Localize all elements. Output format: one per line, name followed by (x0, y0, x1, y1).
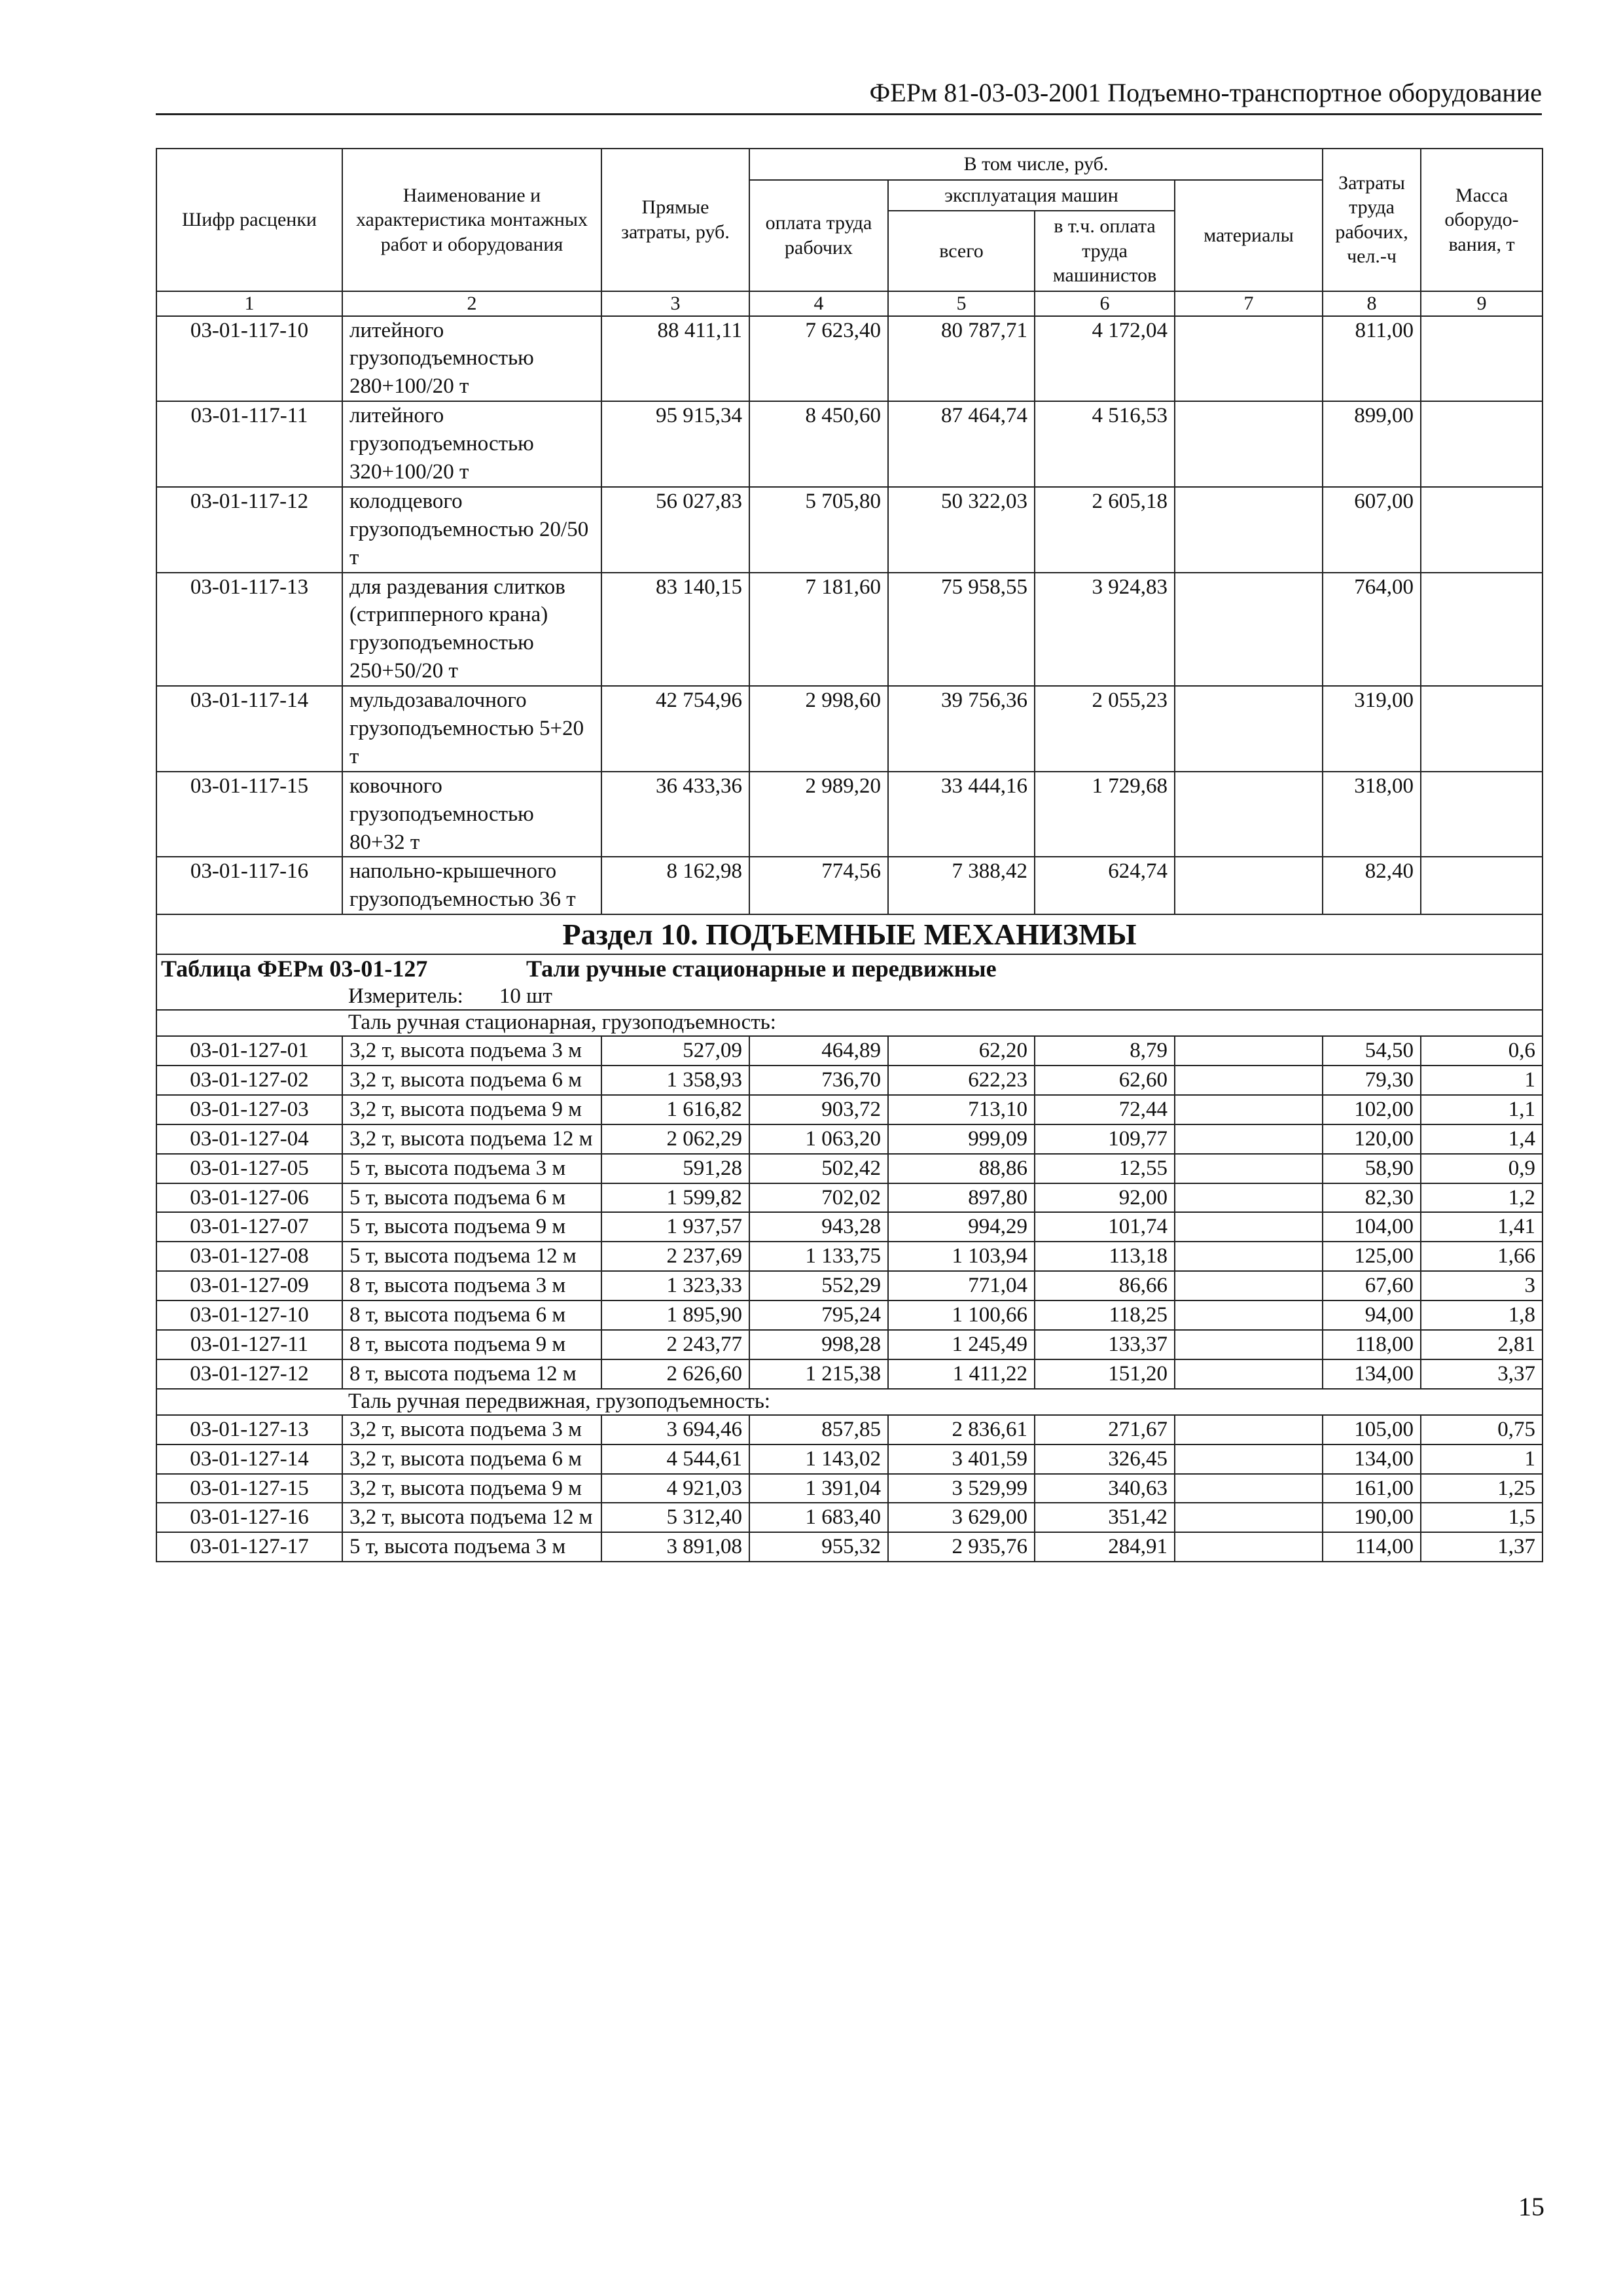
col-labor-header: оплата труда рабочих (749, 180, 888, 291)
table-head (156, 149, 1543, 316)
rows-section-a (156, 316, 1543, 915)
cell-mass: 3 (1421, 1271, 1543, 1300)
cell-materials (1175, 487, 1323, 573)
table-row (156, 1359, 1543, 1389)
cell-hours: 94,00 (1323, 1300, 1421, 1330)
cell-hours: 105,00 (1323, 1415, 1421, 1444)
col-incl-header: В том числе, руб. (749, 149, 1323, 180)
cell-mach-labor: 151,20 (1035, 1359, 1175, 1389)
col-code-header: Шифр расценки (156, 149, 342, 291)
cell-mass (1421, 857, 1543, 914)
cell-mach: 33 444,16 (888, 772, 1035, 857)
cell-mach: 713,10 (888, 1095, 1035, 1124)
cell-mach: 1 411,22 (888, 1359, 1035, 1389)
cell-hours: 82,30 (1323, 1183, 1421, 1213)
table-name: Тали ручные стационарные и передвижные (526, 956, 997, 982)
cell-mass (1421, 573, 1543, 687)
rates-table (156, 148, 1543, 1562)
cell-mach-labor: 4 172,04 (1035, 316, 1175, 402)
cell-direct: 3 891,08 (601, 1532, 749, 1562)
cell-direct: 95 915,34 (601, 401, 749, 487)
column-numbers-row (156, 291, 1543, 316)
cell-mach: 80 787,71 (888, 316, 1035, 402)
cell-name: литейного грузоподъемностью 320+100/20 т (342, 401, 601, 487)
cell-labor: 2 998,60 (749, 686, 888, 772)
cell-direct: 2 237,69 (601, 1242, 749, 1271)
cell-materials (1175, 1415, 1323, 1444)
measure (156, 984, 1543, 1011)
cell-materials (1175, 1330, 1323, 1359)
cell-mach: 1 103,94 (888, 1242, 1035, 1271)
cell-mass (1421, 401, 1543, 487)
cell-name: 8 т, высота подъема 12 м (342, 1359, 601, 1389)
col-mass-header: Масса оборудо-вания, т (1421, 149, 1543, 291)
cell-name: колодцевого грузоподъемностью 20/50 т (342, 487, 601, 573)
column-number: 5 (888, 291, 1035, 316)
cell-hours: 125,00 (1323, 1242, 1421, 1271)
cell-name: 3,2 т, высота подъема 6 м (342, 1444, 601, 1474)
cell-hours: 764,00 (1323, 573, 1421, 687)
cell-mach: 3 529,99 (888, 1474, 1035, 1503)
column-number: 9 (1421, 291, 1543, 316)
cell-code: 03-01-127-05 (156, 1154, 342, 1183)
cell-name: 3,2 т, высота подъема 12 м (342, 1503, 601, 1532)
cell-mach-labor: 133,37 (1035, 1330, 1175, 1359)
cell-materials (1175, 1532, 1323, 1562)
cell-labor: 5 705,80 (749, 487, 888, 573)
cell-name: 5 т, высота подъема 12 м (342, 1242, 601, 1271)
cell-hours: 134,00 (1323, 1444, 1421, 1474)
cell-labor: 903,72 (749, 1095, 888, 1124)
cell-labor: 1 133,75 (749, 1242, 888, 1271)
cell-code: 03-01-127-07 (156, 1212, 342, 1242)
cell-mach: 3 629,00 (888, 1503, 1035, 1532)
table-row (156, 1095, 1543, 1124)
rows-section-c (156, 1415, 1543, 1562)
cell-mach-labor: 271,67 (1035, 1415, 1175, 1444)
col-name-header: Наименование и характеристика монтажных работ и оборудования (342, 149, 601, 291)
table-row (156, 1444, 1543, 1474)
cell-mach: 50 322,03 (888, 487, 1035, 573)
cell-mass: 1,1 (1421, 1095, 1543, 1124)
cell-hours: 79,30 (1323, 1066, 1421, 1095)
cell-name: 8 т, высота подъема 9 м (342, 1330, 601, 1359)
cell-labor: 955,32 (749, 1532, 888, 1562)
cell-hours: 120,00 (1323, 1124, 1421, 1154)
cell-code: 03-01-127-06 (156, 1183, 342, 1213)
table-row (156, 316, 1543, 402)
cell-labor: 1 143,02 (749, 1444, 888, 1474)
cell-direct: 2 243,77 (601, 1330, 749, 1359)
cell-labor: 2 989,20 (749, 772, 888, 857)
cell-mach: 2 836,61 (888, 1415, 1035, 1444)
table-title (156, 954, 1543, 983)
cell-direct: 56 027,83 (601, 487, 749, 573)
cell-materials (1175, 1036, 1323, 1066)
table-row (156, 1124, 1543, 1154)
cell-mach: 62,20 (888, 1036, 1035, 1066)
cell-code: 03-01-117-10 (156, 316, 342, 402)
cell-materials (1175, 772, 1323, 857)
cell-code: 03-01-127-17 (156, 1532, 342, 1562)
cell-labor: 795,24 (749, 1300, 888, 1330)
cell-hours: 58,90 (1323, 1154, 1421, 1183)
cell-direct: 88 411,11 (601, 316, 749, 402)
cell-hours: 67,60 (1323, 1271, 1421, 1300)
table-row (156, 686, 1543, 772)
cell-materials (1175, 1300, 1323, 1330)
cell-labor: 1 063,20 (749, 1124, 888, 1154)
cell-mach: 1 100,66 (888, 1300, 1035, 1330)
cell-mach-labor: 12,55 (1035, 1154, 1175, 1183)
table-row (156, 1066, 1543, 1095)
cell-hours: 318,00 (1323, 772, 1421, 857)
measure-label: Измеритель: (348, 984, 463, 1008)
cell-mass: 1 (1421, 1066, 1543, 1095)
cell-name: 3,2 т, высота подъема 9 м (342, 1474, 601, 1503)
cell-direct: 4 544,61 (601, 1444, 749, 1474)
col-exp-header: эксплуатация машин (888, 180, 1175, 211)
cell-mach: 88,86 (888, 1154, 1035, 1183)
cell-materials (1175, 1183, 1323, 1213)
cell-direct: 527,09 (601, 1036, 749, 1066)
table-row (156, 857, 1543, 914)
cell-name: 3,2 т, высота подъема 6 м (342, 1066, 601, 1095)
cell-labor: 943,28 (749, 1212, 888, 1242)
cell-name: литейного грузоподъемностью 280+100/20 т (342, 316, 601, 402)
table-row (156, 1330, 1543, 1359)
cell-direct: 36 433,36 (601, 772, 749, 857)
cell-hours: 82,40 (1323, 857, 1421, 914)
table-row (156, 1300, 1543, 1330)
cell-materials (1175, 686, 1323, 772)
cell-mach-labor: 8,79 (1035, 1036, 1175, 1066)
cell-labor: 7 181,60 (749, 573, 888, 687)
cell-mass (1421, 772, 1543, 857)
table-row (156, 573, 1543, 687)
cell-hours: 899,00 (1323, 401, 1421, 487)
cell-materials (1175, 1124, 1323, 1154)
cell-mass: 1,37 (1421, 1532, 1543, 1562)
cell-code: 03-01-127-03 (156, 1095, 342, 1124)
cell-mass: 2,81 (1421, 1330, 1543, 1359)
cell-direct: 1 895,90 (601, 1300, 749, 1330)
cell-mass: 0,75 (1421, 1415, 1543, 1444)
cell-mach-labor: 624,74 (1035, 857, 1175, 914)
cell-code: 03-01-117-14 (156, 686, 342, 772)
cell-code: 03-01-127-16 (156, 1503, 342, 1532)
cell-labor: 1 683,40 (749, 1503, 888, 1532)
cell-code: 03-01-117-11 (156, 401, 342, 487)
cell-name: 3,2 т, высота подъема 3 м (342, 1036, 601, 1066)
column-number: 7 (1175, 291, 1323, 316)
cell-direct: 1 323,33 (601, 1271, 749, 1300)
cell-mach-labor: 86,66 (1035, 1271, 1175, 1300)
cell-name: напольно-крышечного грузоподъемностью 36 т (342, 857, 601, 914)
cell-hours: 114,00 (1323, 1532, 1421, 1562)
cell-hours: 104,00 (1323, 1212, 1421, 1242)
cell-mass: 1,4 (1421, 1124, 1543, 1154)
cell-materials (1175, 401, 1323, 487)
table-row (156, 1154, 1543, 1183)
cell-code: 03-01-127-15 (156, 1474, 342, 1503)
column-number: 6 (1035, 291, 1175, 316)
cell-name: 8 т, высота подъема 6 м (342, 1300, 601, 1330)
table-row (156, 1242, 1543, 1271)
cell-mach-labor: 326,45 (1035, 1444, 1175, 1474)
column-number: 4 (749, 291, 888, 316)
cell-direct: 1 937,57 (601, 1212, 749, 1242)
cell-labor: 8 450,60 (749, 401, 888, 487)
cell-name: 5 т, высота подъема 6 м (342, 1183, 601, 1213)
cell-labor: 1 215,38 (749, 1359, 888, 1389)
cell-direct: 83 140,15 (601, 573, 749, 687)
table-row (156, 1271, 1543, 1300)
cell-mach-labor: 113,18 (1035, 1242, 1175, 1271)
cell-mass: 1,2 (1421, 1183, 1543, 1213)
cell-labor: 998,28 (749, 1330, 888, 1359)
cell-materials (1175, 316, 1323, 402)
cell-name: 3,2 т, высота подъема 3 м (342, 1415, 601, 1444)
cell-mach-labor: 340,63 (1035, 1474, 1175, 1503)
cell-name: для раздевания слитков (стрипперного крана) грузоподъемностью 250+50/20 т (342, 573, 601, 687)
col-direct-header: Прямые затраты, руб. (601, 149, 749, 291)
cell-code: 03-01-117-13 (156, 573, 342, 687)
cell-code: 03-01-127-01 (156, 1036, 342, 1066)
cell-mass: 1 (1421, 1444, 1543, 1474)
cell-labor: 774,56 (749, 857, 888, 914)
cell-materials (1175, 1359, 1323, 1389)
cell-materials (1175, 1212, 1323, 1242)
cell-materials (1175, 1154, 1323, 1183)
cell-mach-labor: 2 605,18 (1035, 487, 1175, 573)
cell-mach-labor: 62,60 (1035, 1066, 1175, 1095)
cell-code: 03-01-117-15 (156, 772, 342, 857)
table-row (156, 1036, 1543, 1066)
cell-mach: 87 464,74 (888, 401, 1035, 487)
cell-mass (1421, 686, 1543, 772)
cell-materials (1175, 857, 1323, 914)
cell-hours: 811,00 (1323, 316, 1421, 402)
cell-name: 3,2 т, высота подъема 9 м (342, 1095, 601, 1124)
cell-mass: 1,5 (1421, 1503, 1543, 1532)
running-header: ФЕРм 81-03-03-2001 Подъемно-транспортное оборудование (156, 77, 1542, 115)
cell-mach-labor: 284,91 (1035, 1532, 1175, 1562)
cell-code: 03-01-127-09 (156, 1271, 342, 1300)
cell-materials (1175, 1242, 1323, 1271)
page-number: 15 (1518, 2192, 1544, 2221)
cell-mass: 1,8 (1421, 1300, 1543, 1330)
cell-name: 8 т, высота подъема 3 м (342, 1271, 601, 1300)
cell-labor: 857,85 (749, 1415, 888, 1444)
cell-code: 03-01-127-11 (156, 1330, 342, 1359)
cell-mach: 897,80 (888, 1183, 1035, 1213)
cell-mach: 75 958,55 (888, 573, 1035, 687)
col-hours-header: Затраты труда рабочих, чел.-ч (1323, 149, 1421, 291)
cell-materials (1175, 1066, 1323, 1095)
cell-mach: 1 245,49 (888, 1330, 1035, 1359)
cell-mach: 39 756,36 (888, 686, 1035, 772)
cell-mach-labor: 118,25 (1035, 1300, 1175, 1330)
section-title: Раздел 10. ПОДЪЕМНЫЕ МЕХАНИЗМЫ (156, 914, 1543, 954)
cell-mach-labor: 2 055,23 (1035, 686, 1175, 772)
cell-mass (1421, 316, 1543, 402)
cell-name: ковочного грузоподъемностью 80+32 т (342, 772, 601, 857)
cell-mach: 7 388,42 (888, 857, 1035, 914)
cell-mass: 1,25 (1421, 1474, 1543, 1503)
cell-mach-labor: 72,44 (1035, 1095, 1175, 1124)
cell-direct: 5 312,40 (601, 1503, 749, 1532)
table-row (156, 487, 1543, 573)
cell-mass: 1,66 (1421, 1242, 1543, 1271)
table-row (156, 1183, 1543, 1213)
col-mat-header: материалы (1175, 180, 1323, 291)
cell-direct: 4 921,03 (601, 1474, 749, 1503)
cell-materials (1175, 1271, 1323, 1300)
cell-name: мульдозавалочного грузоподъемностью 5+20 т (342, 686, 601, 772)
cell-direct: 2 626,60 (601, 1359, 749, 1389)
table-row (156, 1532, 1543, 1562)
cell-code: 03-01-127-04 (156, 1124, 342, 1154)
cell-labor: 502,42 (749, 1154, 888, 1183)
cell-code: 03-01-127-12 (156, 1359, 342, 1389)
cell-mach: 622,23 (888, 1066, 1035, 1095)
table-row (156, 1503, 1543, 1532)
measure-value: 10 шт (499, 984, 552, 1008)
cell-hours: 607,00 (1323, 487, 1421, 573)
cell-mach-labor: 101,74 (1035, 1212, 1175, 1242)
cell-mach-labor: 3 924,83 (1035, 573, 1175, 687)
cell-code: 03-01-127-02 (156, 1066, 342, 1095)
cell-name: 3,2 т, высота подъема 12 м (342, 1124, 601, 1154)
cell-hours: 190,00 (1323, 1503, 1421, 1532)
cell-mach-labor: 1 729,68 (1035, 772, 1175, 857)
column-number: 1 (156, 291, 342, 316)
cell-direct: 1 616,82 (601, 1095, 749, 1124)
cell-direct: 1 358,93 (601, 1066, 749, 1095)
cell-direct: 2 062,29 (601, 1124, 749, 1154)
cell-name: 5 т, высота подъема 3 м (342, 1154, 601, 1183)
cell-labor: 736,70 (749, 1066, 888, 1095)
cell-code: 03-01-127-13 (156, 1415, 342, 1444)
cell-direct: 1 599,82 (601, 1183, 749, 1213)
cell-labor: 464,89 (749, 1036, 888, 1066)
cell-mach: 2 935,76 (888, 1532, 1035, 1562)
col-mach-header: всего (888, 211, 1035, 291)
group-title: Таль ручная стационарная, грузоподъемность: (156, 1010, 1543, 1036)
cell-mass (1421, 487, 1543, 573)
table-row (156, 1415, 1543, 1444)
cell-code: 03-01-127-08 (156, 1242, 342, 1271)
cell-mach: 999,09 (888, 1124, 1035, 1154)
group-title: Таль ручная передвижная, грузоподъемность: (156, 1389, 1543, 1415)
cell-mass: 1,41 (1421, 1212, 1543, 1242)
cell-labor: 7 623,40 (749, 316, 888, 402)
table-row (156, 1212, 1543, 1242)
cell-mach-labor: 351,42 (1035, 1503, 1175, 1532)
cell-mach: 771,04 (888, 1271, 1035, 1300)
cell-hours: 54,50 (1323, 1036, 1421, 1066)
cell-mach: 994,29 (888, 1212, 1035, 1242)
cell-name: 5 т, высота подъема 9 м (342, 1212, 601, 1242)
cell-materials (1175, 1503, 1323, 1532)
cell-materials (1175, 1444, 1323, 1474)
cell-hours: 161,00 (1323, 1474, 1421, 1503)
section-10 (156, 914, 1543, 1036)
cell-labor: 552,29 (749, 1271, 888, 1300)
cell-hours: 319,00 (1323, 686, 1421, 772)
cell-mass: 0,9 (1421, 1154, 1543, 1183)
cell-direct: 8 162,98 (601, 857, 749, 914)
column-number: 8 (1323, 291, 1421, 316)
cell-name: 5 т, высота подъема 3 м (342, 1532, 601, 1562)
cell-labor: 702,02 (749, 1183, 888, 1213)
cell-code: 03-01-117-12 (156, 487, 342, 573)
cell-mass: 3,37 (1421, 1359, 1543, 1389)
column-number: 3 (601, 291, 749, 316)
cell-hours: 134,00 (1323, 1359, 1421, 1389)
cell-mach-labor: 92,00 (1035, 1183, 1175, 1213)
cell-labor: 1 391,04 (749, 1474, 888, 1503)
cell-mach: 3 401,59 (888, 1444, 1035, 1474)
column-number: 2 (342, 291, 601, 316)
cell-direct: 591,28 (601, 1154, 749, 1183)
cell-direct: 3 694,46 (601, 1415, 749, 1444)
cell-mach-labor: 4 516,53 (1035, 401, 1175, 487)
cell-code: 03-01-127-14 (156, 1444, 342, 1474)
cell-hours: 102,00 (1323, 1095, 1421, 1124)
table-row (156, 772, 1543, 857)
cell-mach-labor: 109,77 (1035, 1124, 1175, 1154)
table-row (156, 401, 1543, 487)
table-code: Таблица ФЕРм 03-01-127 (161, 956, 428, 982)
group-2-heading (156, 1389, 1543, 1415)
col-machlabor-header: в т.ч. оплата труда машинистов (1035, 211, 1175, 291)
table-row (156, 1474, 1543, 1503)
cell-materials (1175, 1474, 1323, 1503)
cell-code: 03-01-117-16 (156, 857, 342, 914)
cell-direct: 42 754,96 (601, 686, 749, 772)
cell-code: 03-01-127-10 (156, 1300, 342, 1330)
cell-materials (1175, 1095, 1323, 1124)
cell-materials (1175, 573, 1323, 687)
cell-hours: 118,00 (1323, 1330, 1421, 1359)
cell-mass: 0,6 (1421, 1036, 1543, 1066)
rows-section-b (156, 1036, 1543, 1389)
